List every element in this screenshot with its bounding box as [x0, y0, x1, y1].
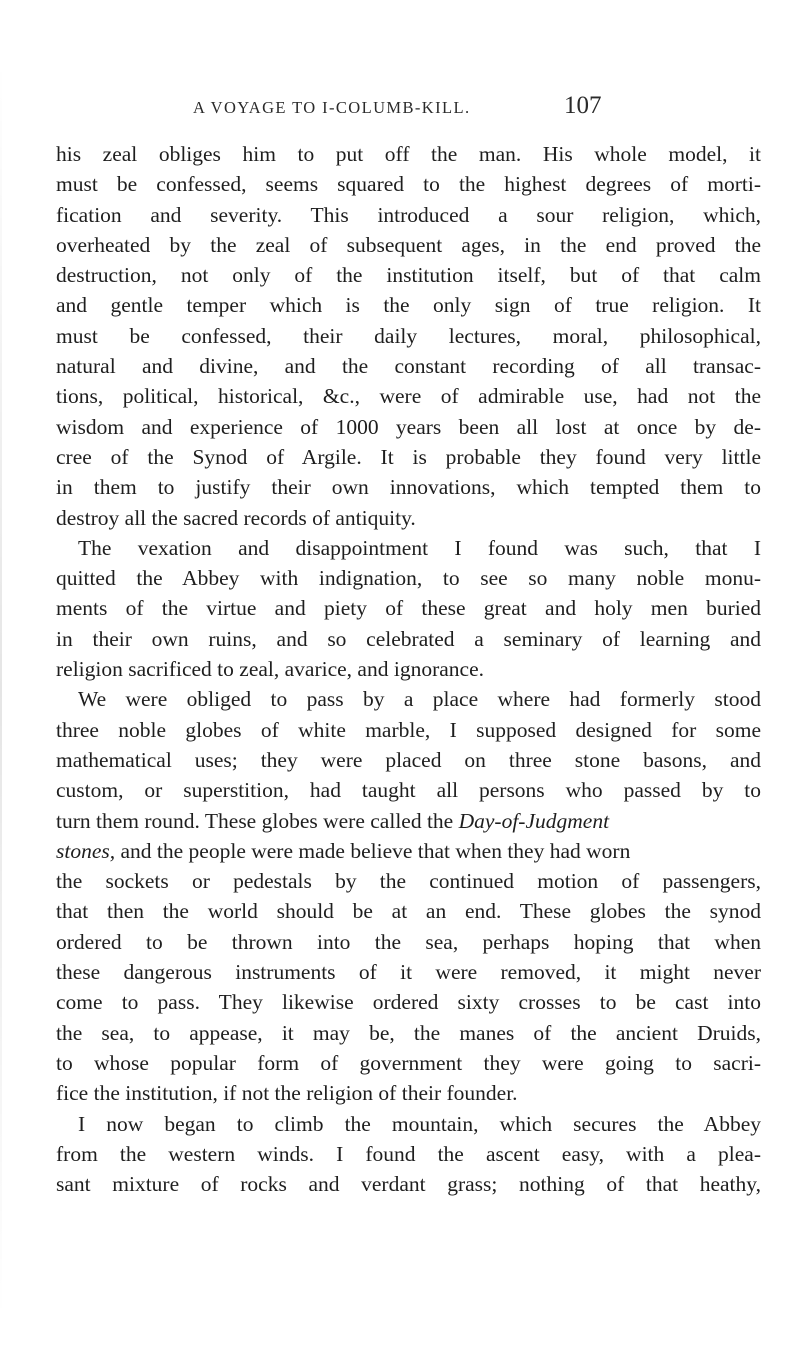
- text-line: destroy all the sacred records of antiquity.: [56, 505, 416, 530]
- running-title: A VOYAGE TO I-COLUMB-KILL.: [193, 98, 471, 117]
- text-line: must be confessed, seems squared to the highest degrees of morti-: [56, 172, 761, 197]
- italic-term: stones,: [56, 838, 116, 863]
- text-line: mathematical uses; they were placed on three stone basons, and: [56, 747, 761, 772]
- running-head: [0, 92, 800, 119]
- text-line: cree of the Synod of Argile. It is probable they found very little: [56, 444, 761, 469]
- text-line: I now began to climb the mountain, which secures the Abbey: [78, 1111, 761, 1136]
- text-line: natural and divine, and the constant recording of all transac-: [56, 354, 761, 379]
- text-line: tions, political, historical, &c., were of admirable use, had not the: [56, 384, 761, 409]
- text-line: to whose popular form of government they were going to sacri-: [56, 1050, 761, 1075]
- text-line: religion sacrificed to zeal, avarice, and ignorance.: [56, 657, 484, 682]
- text-line: the sockets or pedestals by the continued motion of passengers,: [56, 869, 761, 894]
- text-line: from the western winds. I found the ascent easy, with a plea-: [56, 1141, 761, 1166]
- text-line: ordered to be thrown into the sea, perhaps hoping that when: [56, 929, 761, 954]
- text-line: We were obliged to pass by a place where had formerly stood: [78, 687, 761, 712]
- text-line: fice the institution, if not the religion of their founder.: [56, 1081, 518, 1106]
- text-line: The vexation and disappointment I found was such, that I: [78, 535, 761, 560]
- text-line: destruction, not only of the institution itself, but of that calm: [56, 263, 761, 288]
- italic-term: Day-of-Judgment: [458, 808, 610, 833]
- text-line: the sea, to appease, it may be, the manes of the ancient Druids,: [56, 1020, 761, 1045]
- text-line: and gentle temper which is the only sign of true religion. It: [56, 293, 761, 318]
- text-line: his zeal obliges him to put off the man. His whole model, it: [56, 142, 761, 166]
- text-line: come to pass. They likewise ordered sixty crosses to be cast into: [56, 990, 761, 1015]
- body-text: [56, 139, 761, 1199]
- text-line: in their own ruins, and so celebrated a seminary of learning and: [56, 626, 761, 651]
- text-line: sant mixture of rocks and verdant grass; nothing of that heathy,: [56, 1172, 761, 1197]
- text-line-with-italic: [56, 836, 761, 866]
- text-line: these dangerous instruments of it were removed, it might never: [56, 960, 761, 985]
- text-line: custom, or superstition, had taught all persons who passed by to: [56, 778, 761, 803]
- text-line: quitted the Abbey with indignation, to see so many noble monu-: [56, 566, 761, 591]
- text-line: wisdom and experience of 1000 years been all lost at once by de-: [56, 414, 761, 439]
- text-line: three noble globes of white marble, I supposed designed for some: [56, 717, 761, 742]
- page-number: 107: [564, 92, 602, 119]
- text-line: in them to justify their own innovations, which tempted them to: [56, 475, 761, 500]
- text-line: must be confessed, their daily lectures, moral, philosophical,: [56, 323, 761, 348]
- page-gutter-shadow: [0, 60, 2, 1320]
- text-line: that then the world should be at an end. These globes the synod: [56, 899, 761, 924]
- text-line: ments of the virtue and piety of these great and holy men buried: [56, 596, 761, 621]
- text-segment: and the people were made believe that when they had worn: [115, 838, 631, 863]
- text-line-with-italic: [56, 806, 761, 836]
- text-segment: turn them round. These globes were called the: [56, 808, 459, 833]
- text-line: overheated by the zeal of subsequent ages, in the end proved the: [56, 232, 761, 257]
- text-line: fication and severity. This introduced a sour religion, which,: [56, 202, 761, 227]
